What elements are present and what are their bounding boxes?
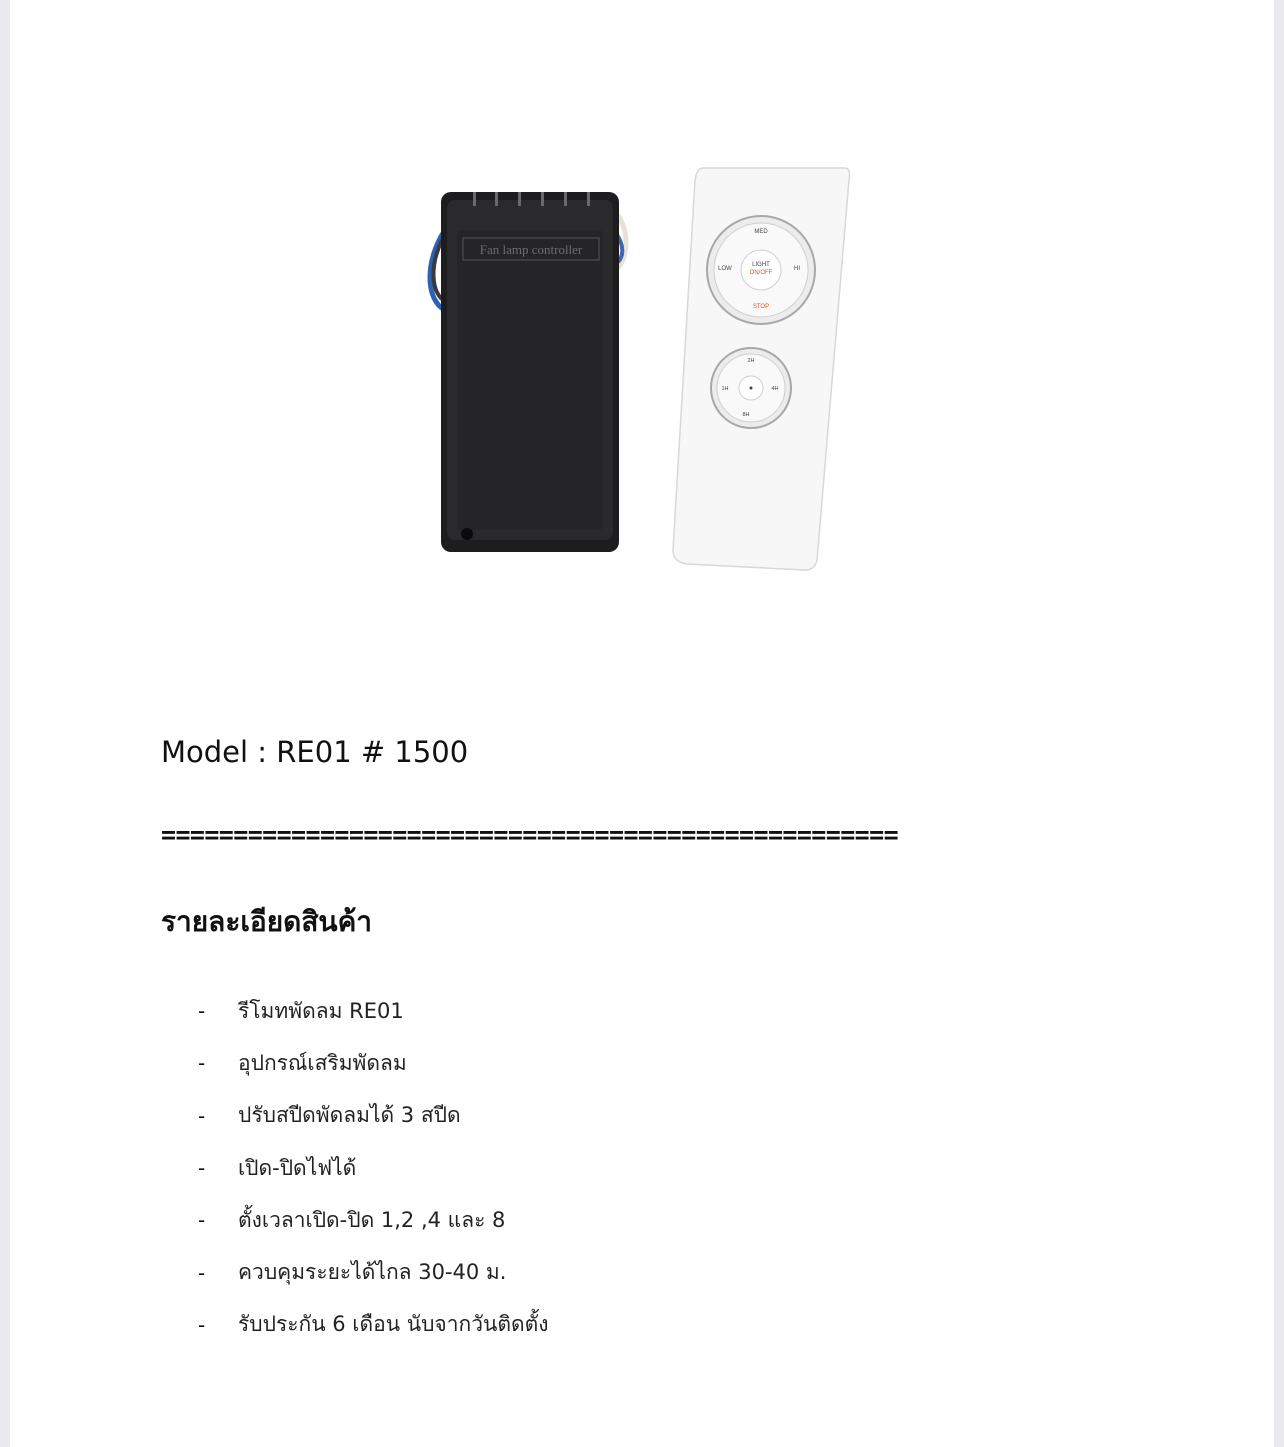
- list-bullet: -: [198, 1103, 206, 1128]
- remote-control: [673, 168, 850, 570]
- separator-line: ===================================================: [161, 820, 899, 849]
- list-item: [198, 1090, 549, 1142]
- list-item: [198, 1037, 549, 1089]
- svg-text:8H: 8H: [742, 412, 750, 418]
- list-bullet: -: [198, 1208, 206, 1233]
- product-details-list: [198, 985, 549, 1351]
- list-item: [198, 1142, 549, 1194]
- list-item-text: เปิด-ปิดไฟได้: [238, 1155, 357, 1180]
- svg-text:2H: 2H: [747, 358, 755, 364]
- list-item: [198, 1299, 549, 1351]
- svg-text:HI: HI: [794, 266, 800, 272]
- list-bullet: -: [198, 999, 206, 1024]
- svg-text:LOW: LOW: [718, 266, 732, 272]
- svg-text:MED: MED: [754, 229, 768, 235]
- receiver-label: Fan lamp controller: [479, 242, 583, 257]
- receiver-unit: [441, 192, 619, 552]
- list-bullet: -: [198, 1051, 206, 1076]
- list-item: [198, 1246, 549, 1298]
- svg-text:1H: 1H: [721, 386, 729, 392]
- list-item-text: อุปกรณ์เสริมพัดลม: [238, 1050, 407, 1075]
- list-item: [198, 985, 549, 1037]
- list-item-text: รับประกัน 6 เดือน นับจากวันติดตั้ง: [238, 1312, 549, 1337]
- list-item-text: ควบคุมระยะได้ไกล 30-40 ม.: [238, 1260, 507, 1285]
- list-bullet: -: [198, 1260, 206, 1285]
- list-item-text: รีโมทพัดลม RE01: [238, 998, 404, 1023]
- svg-text:4H: 4H: [771, 386, 779, 392]
- model-number: Model : RE01 # 1500: [161, 735, 469, 769]
- list-item-text: ตั้งเวลาเปิด-ปิด 1,2 ,4 และ 8: [238, 1207, 506, 1232]
- svg-text:STOP: STOP: [752, 304, 770, 310]
- product-details-heading: รายละเอียดสินค้า: [161, 905, 373, 938]
- product-image: [425, 160, 865, 580]
- list-bullet: -: [198, 1156, 206, 1181]
- list-item-text: ปรับสปีดพัดลมได้ 3 สปีด: [238, 1103, 461, 1128]
- list-bullet: -: [198, 1312, 206, 1337]
- list-item: [198, 1194, 549, 1246]
- document-page: [10, 0, 1274, 1447]
- svg-text:LIGHT: LIGHT: [752, 262, 770, 268]
- svg-text:ON/OFF: ON/OFF: [749, 270, 773, 276]
